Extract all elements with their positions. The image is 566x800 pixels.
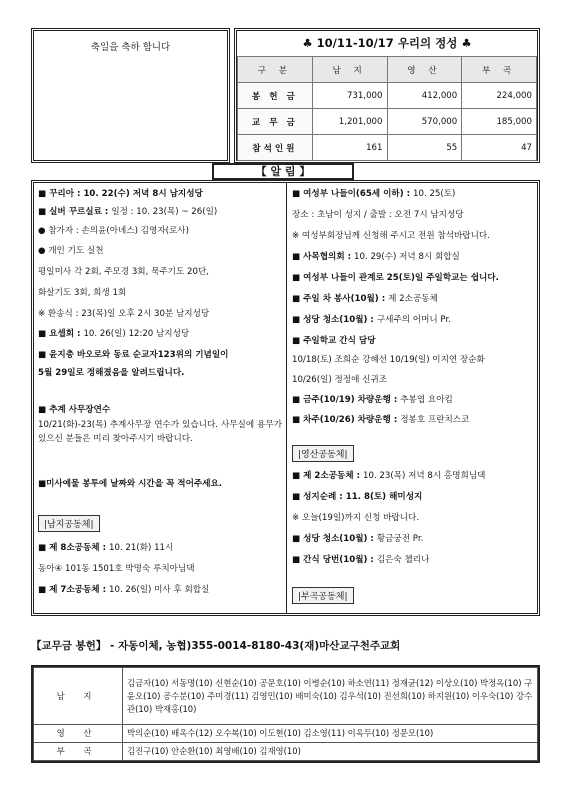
donation-row-label: 남 지 — [34, 668, 123, 725]
offering-row — [238, 83, 537, 109]
notice-item: ■ 제 7소공동체 : 10. 26(일) 미사 후 회합실 — [38, 585, 210, 595]
notice-item: ■ 차주(10/26) 차량운행 : 정봉호 프란치스코 — [292, 415, 470, 425]
notice-item: 10/26(일) 정정애 신귀조 — [292, 375, 388, 385]
notice-item: ■ 성당 청소(10월) : 황금궁전 Pr. — [292, 534, 424, 544]
notice-item: ■ 여성부 나들이 관계로 25(토)일 주일학교는 쉽니다. — [292, 273, 499, 283]
donation-row-label: 영 산 — [34, 725, 123, 743]
donation-row-label: 부 곡 — [34, 743, 123, 761]
offering-row — [238, 135, 537, 161]
notice-item: ■ 사목협의회 : 10. 29(수) 저녁 8시 회합실 — [292, 252, 460, 262]
notice-item: ■ 간식 당번(10월) : 김은숙 첼리나 — [292, 555, 430, 565]
notice-item: ● 참가자 : 손의윤(아녜스) 김영자(로사) — [38, 226, 189, 236]
offering-value: 224,000 — [462, 83, 537, 109]
donation-row — [34, 668, 538, 725]
donation-row — [34, 725, 538, 743]
celebration-title: 축일을 축하 합니다 — [90, 42, 171, 53]
offering-value: 55 — [387, 135, 462, 161]
celebration-box — [31, 28, 230, 163]
offering-value: 570,000 — [387, 109, 462, 135]
notice-item: ※ 여성부회장님께 신청해 주시고 전원 참석바랍니다. — [292, 231, 490, 241]
notice-item: ■ 윤지충 바오로와 동료 순교자123위의 기념일이 — [38, 350, 229, 360]
notice-item: ■ 요셉회 : 10. 26(일) 12:20 남지성당 — [38, 329, 190, 339]
notice-item: ■ 여성부 나들이(65세 이하) : 10. 25(토) — [292, 189, 456, 199]
notice-item: ■ 금주(10/19) 차량운행 : 추봉엽 요아킴 — [292, 395, 453, 405]
offering-header: 구 분 — [238, 57, 313, 83]
notice-item: ■ 성당 청소(10월) : 구세주의 어머니 Pr. — [292, 315, 451, 325]
donation-box — [31, 665, 540, 763]
notice-item: ※ 환송식 : 23(목)일 오후 2시 30분 남지성당 — [38, 309, 210, 319]
offering-value: 1,201,000 — [312, 109, 387, 135]
offering-title: ♣ 10/11-10/17 우리의 정성 ♣ — [302, 36, 472, 50]
donation-names: 박의순(10) 배옥수(12) 오수복(10) 이도현(10) 김소영(11) 이옥두(10) 정문모(10) — [123, 725, 538, 743]
notice-item: ■ 주일 차 봉사(10월) : 제 2소공동체 — [292, 294, 438, 304]
offering-value: 161 — [312, 135, 387, 161]
notice-left-column — [34, 183, 287, 613]
notice-item: 동아④ 101동 1501호 박명숙 루치아님댁 — [38, 564, 195, 574]
notice-item: ■ 주일학교 간식 담당 — [292, 336, 376, 346]
notice-item: ■ 성지순례 : 11. 8(토) 해미성지 — [292, 492, 423, 502]
notice-paragraph: 10/21(화)-23(목) 추계사무장 연수가 있습니다. 사무실에 용무가 있으신 분들은 미리 찾아주시기 바랍니다. — [38, 420, 282, 444]
donation-names: 김진구(10) 안순환(10) 최영배(10) 김재영(10) — [123, 743, 538, 761]
offering-row-label: 참석인원 — [238, 135, 313, 161]
donation-header: 【교무금 봉헌】 - 자동이체, 농협)355-0014-8180-43(재)마산교구천주교회 — [31, 640, 401, 652]
notice-item: ■ 실버 꾸르실료 : 일정 : 10. 23(목) ~ 26(일) — [38, 207, 218, 217]
notice-item: 평일미사 각 2회, 주모경 3회, 묵주기도 20단, — [38, 267, 209, 277]
section-label-namji: |남지공동체| — [38, 515, 100, 532]
offering-header-row — [238, 57, 537, 83]
notice-item: ■ 추계 사무장연수 — [38, 405, 111, 415]
offering-value: 47 — [462, 135, 537, 161]
donation-table — [33, 667, 538, 761]
notice-right-column — [288, 183, 537, 613]
notice-item: ■ 제 2소공동체 : 10. 23(목) 저녁 8시 홍명희님댁 — [292, 471, 486, 481]
offering-value: 731,000 — [312, 83, 387, 109]
notice-item: 10/18(토) 조희순 강혜선 10/19(일) 이지연 장순화 — [292, 355, 485, 365]
offering-row — [238, 109, 537, 135]
notice-item: ■ 제 8소공동체 : 10. 21(화) 11시 — [38, 543, 174, 553]
donation-row — [34, 743, 538, 761]
notice-item: 5월 29일로 정해졌음을 알려드립니다. — [38, 368, 185, 378]
offering-row-label: 교 무 금 — [238, 109, 313, 135]
notice-item: ■ 꾸리아 : 10. 22(수) 저녁 8시 남지성당 — [38, 189, 203, 199]
section-label-bugok: |부곡공동체| — [292, 587, 354, 604]
section-label-yeongsan: |영산공동체| — [292, 445, 354, 462]
notice-item: ■미사예물 봉투에 날짜와 시간을 꼭 적어주세요. — [38, 479, 223, 489]
offering-table — [237, 56, 537, 161]
offering-value: 185,000 — [462, 109, 537, 135]
offering-header: 남 지 — [312, 57, 387, 83]
offering-header: 영 산 — [387, 57, 462, 83]
offering-header: 부 곡 — [462, 57, 537, 83]
offering-row-label: 봉 헌 금 — [238, 83, 313, 109]
offering-value: 412,000 — [387, 83, 462, 109]
donation-names: 김금자(10) 서동명(10) 신현순(10) 공문호(10) 이병순(10) 하소연(11) 정재균(12) 이상오(10) 박정옥(10) 구윤오(10) 공수분(10) 주미경(11) 김영민(10) 배미숙(10) 김우석(10) 진선희(10) 하지원(10) 이우숙(10) 강수관(10) 박재홍(10) — [123, 668, 538, 725]
notice-box — [31, 180, 540, 616]
notice-item: 화살기도 3회, 희생 1회 — [38, 288, 127, 298]
notice-item: 장소 : 초남이 성지 / 출발 : 오전 7시 남지성당 — [292, 210, 464, 220]
notice-item: ※ 오늘(19일)까지 신청 바랍니다. — [292, 513, 420, 523]
notice-item: ● 개인 기도 실천 — [38, 246, 104, 256]
offering-box — [234, 28, 540, 163]
notice-title: 【 알 림 】 — [212, 163, 354, 180]
